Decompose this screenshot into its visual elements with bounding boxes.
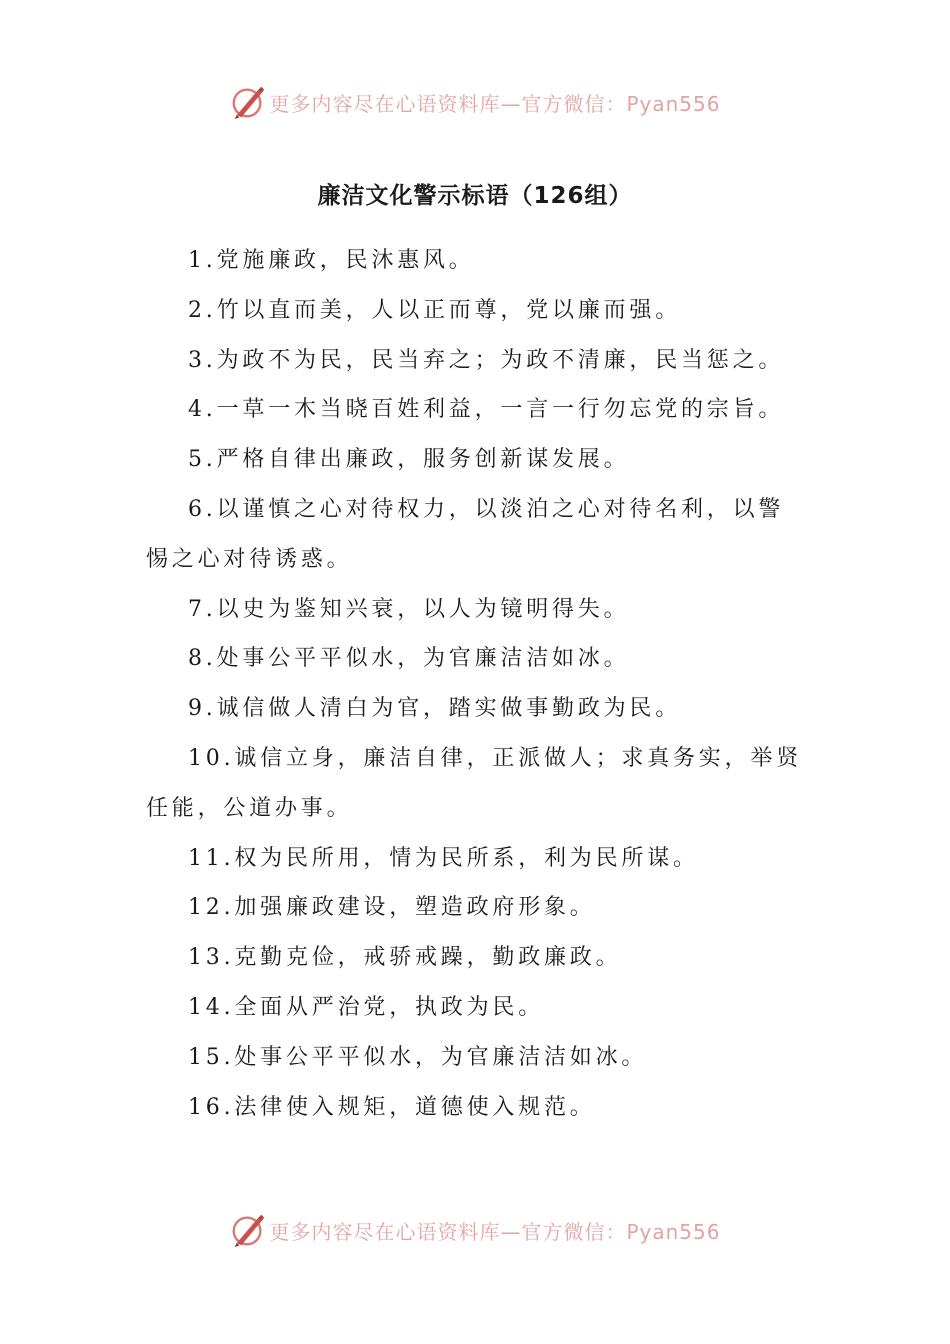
pen-circle-icon xyxy=(229,83,267,121)
list-item: 6.以谨慎之心对待权力，以淡泊之心对待名利，以警惕之心对待诱惑。 xyxy=(146,496,785,572)
watermark-text: 更多内容尽在心语资料库—官方微信：Pyan556 xyxy=(269,91,721,116)
list-item: 15.处事公平平似水，为官廉洁洁如冰。 xyxy=(188,1044,648,1070)
document-body xyxy=(146,236,806,1132)
list-item: 16.法律使入规矩，道德使入规范。 xyxy=(188,1094,596,1120)
list-item: 10.诚信立身，廉洁自律，正派做人；求真务实，举贤任能，公道办事。 xyxy=(146,745,802,821)
list-item: 11.权为民所用，情为民所系，利为民所谋。 xyxy=(188,845,699,871)
list-item: 3.为政不为民，民当弃之；为政不清廉，民当惩之。 xyxy=(188,347,785,373)
header-watermark xyxy=(0,82,950,122)
footer-watermark xyxy=(0,1210,950,1250)
list-item: 12.加强廉政建设，塑造政府形象。 xyxy=(188,895,596,921)
list-item: 14.全面从严治党，执政为民。 xyxy=(188,994,544,1020)
watermark-text: 更多内容尽在心语资料库—官方微信：Pyan556 xyxy=(269,1219,721,1244)
list-item: 2.竹以直而美，人以正而尊，党以廉而强。 xyxy=(188,297,681,323)
list-item: 8.处事公平平似水，为官廉洁洁如冰。 xyxy=(188,646,630,672)
list-item: 1.党施廉政，民沐惠风。 xyxy=(188,248,475,273)
list-item: 4.一草一木当晓百姓利益，一言一行勿忘党的宗旨。 xyxy=(188,397,785,423)
list-item: 5.严格自律出廉政，服务创新谋发展。 xyxy=(188,447,630,473)
list-item: 7.以史为鉴知兴衰，以人为镜明得失。 xyxy=(188,596,630,622)
document-title: 廉洁文化警示标语（126组） xyxy=(317,183,633,209)
list-item: 9.诚信做人清白为官，踏实做事勤政为民。 xyxy=(188,696,681,722)
pen-circle-icon xyxy=(229,1211,267,1249)
list-item: 13.克勤克俭，戒骄戒躁，勤政廉政。 xyxy=(188,945,622,971)
